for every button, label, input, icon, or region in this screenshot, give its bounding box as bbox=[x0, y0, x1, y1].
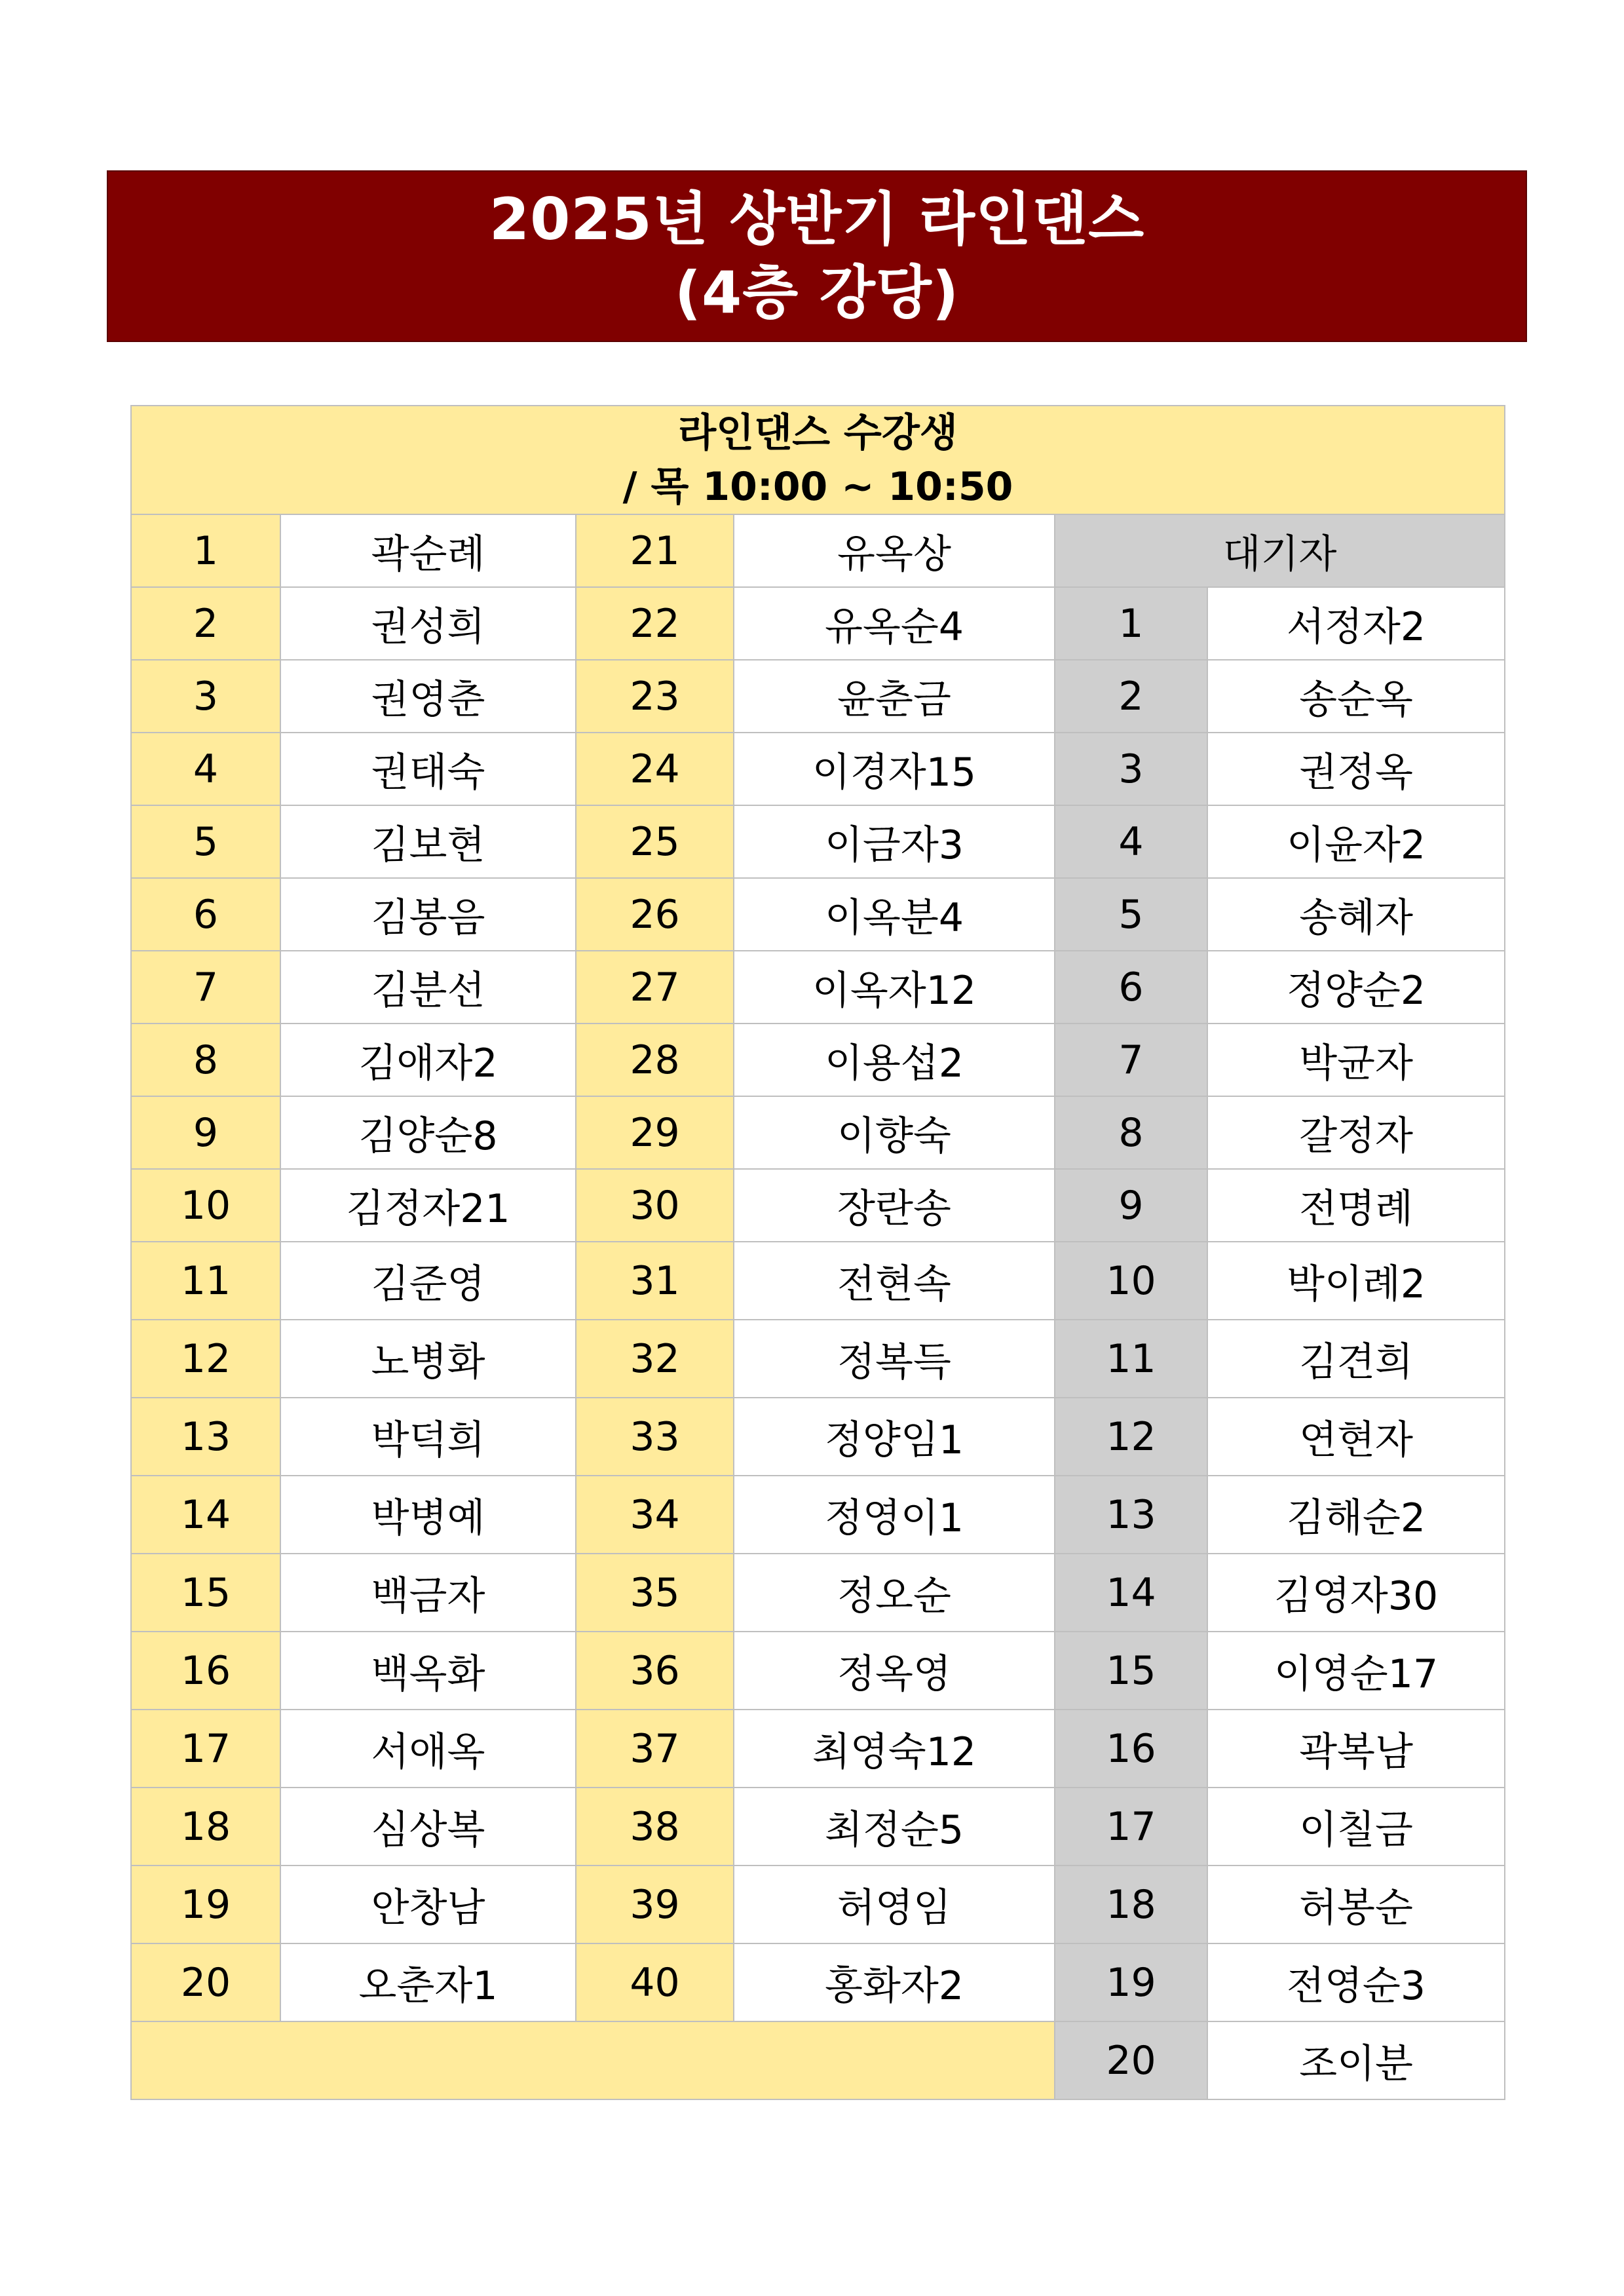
waitlist-number: 16 bbox=[1055, 1710, 1207, 1788]
waitlist-name: 곽복남 bbox=[1207, 1710, 1505, 1788]
student-name: 김양순8 bbox=[280, 1096, 576, 1169]
waitlist-name: 송순옥 bbox=[1207, 660, 1505, 733]
waitlist-name: 전명례 bbox=[1207, 1169, 1505, 1242]
waitlist-name: 권정옥 bbox=[1207, 733, 1505, 805]
waitlist-number: 10 bbox=[1055, 1242, 1207, 1320]
student-number: 7 bbox=[131, 951, 280, 1024]
table-row bbox=[131, 951, 1505, 1024]
student-number: 12 bbox=[131, 1320, 280, 1398]
waitlist-number: 4 bbox=[1055, 805, 1207, 878]
waitlist-header: 대기자 bbox=[1055, 514, 1505, 587]
student-number: 38 bbox=[576, 1788, 734, 1866]
waitlist-name: 전영순3 bbox=[1207, 1943, 1505, 2021]
waitlist-number: 15 bbox=[1055, 1632, 1207, 1710]
waitlist-name: 정양순2 bbox=[1207, 951, 1505, 1024]
student-name: 이경자15 bbox=[734, 733, 1055, 805]
student-name: 백금자 bbox=[280, 1554, 576, 1632]
student-number: 37 bbox=[576, 1710, 734, 1788]
student-name: 이향숙 bbox=[734, 1096, 1055, 1169]
student-number: 29 bbox=[576, 1096, 734, 1169]
student-name: 권태숙 bbox=[280, 733, 576, 805]
student-number: 2 bbox=[131, 587, 280, 660]
page-subtitle-location: (4층 강당) bbox=[674, 259, 960, 326]
student-number: 8 bbox=[131, 1024, 280, 1096]
student-number: 32 bbox=[576, 1320, 734, 1398]
student-number: 1 bbox=[131, 514, 280, 587]
student-number: 22 bbox=[576, 587, 734, 660]
student-name: 김분선 bbox=[280, 951, 576, 1024]
empty-cell bbox=[131, 2021, 1055, 2099]
student-number: 3 bbox=[131, 660, 280, 733]
student-name: 장란송 bbox=[734, 1169, 1055, 1242]
student-number: 18 bbox=[131, 1788, 280, 1866]
waitlist-name: 이영순17 bbox=[1207, 1632, 1505, 1710]
student-number: 6 bbox=[131, 878, 280, 951]
student-number: 9 bbox=[131, 1096, 280, 1169]
student-name: 유옥상 bbox=[734, 514, 1055, 587]
student-name: 정옥영 bbox=[734, 1632, 1055, 1710]
student-name: 서애옥 bbox=[280, 1710, 576, 1788]
student-number: 13 bbox=[131, 1398, 280, 1476]
student-name: 백옥화 bbox=[280, 1632, 576, 1710]
waitlist-name: 박균자 bbox=[1207, 1024, 1505, 1096]
table-header bbox=[131, 406, 1505, 514]
waitlist-name: 김영자30 bbox=[1207, 1554, 1505, 1632]
student-number: 10 bbox=[131, 1169, 280, 1242]
waitlist-name: 박이례2 bbox=[1207, 1242, 1505, 1320]
student-number: 30 bbox=[576, 1169, 734, 1242]
student-name: 권영춘 bbox=[280, 660, 576, 733]
student-number: 11 bbox=[131, 1242, 280, 1320]
student-name: 김봉음 bbox=[280, 878, 576, 951]
student-name: 최영숙12 bbox=[734, 1710, 1055, 1788]
table-row bbox=[131, 1169, 1505, 1242]
student-name: 정복득 bbox=[734, 1320, 1055, 1398]
waitlist-name: 갈정자 bbox=[1207, 1096, 1505, 1169]
waitlist-name: 이칠금 bbox=[1207, 1788, 1505, 1866]
table-row bbox=[131, 1632, 1505, 1710]
student-number: 34 bbox=[576, 1476, 734, 1554]
table-row bbox=[131, 1710, 1505, 1788]
student-name: 곽순례 bbox=[280, 514, 576, 587]
waitlist-number: 3 bbox=[1055, 733, 1207, 805]
table-row bbox=[131, 1943, 1505, 2021]
student-name: 허영임 bbox=[734, 1866, 1055, 1943]
page-title: 2025년 상반기 라인댄스 bbox=[489, 185, 1145, 253]
student-number: 28 bbox=[576, 1024, 734, 1096]
waitlist-number: 18 bbox=[1055, 1866, 1207, 1943]
waitlist-number: 9 bbox=[1055, 1169, 1207, 1242]
student-number: 31 bbox=[576, 1242, 734, 1320]
student-number: 17 bbox=[131, 1710, 280, 1788]
student-number: 33 bbox=[576, 1398, 734, 1476]
student-name: 김애자2 bbox=[280, 1024, 576, 1096]
waitlist-name: 서정자2 bbox=[1207, 587, 1505, 660]
student-name: 오춘자1 bbox=[280, 1943, 576, 2021]
student-name: 박덕희 bbox=[280, 1398, 576, 1476]
waitlist-number: 1 bbox=[1055, 587, 1207, 660]
waitlist-number: 14 bbox=[1055, 1554, 1207, 1632]
waitlist-number: 5 bbox=[1055, 878, 1207, 951]
page-title-banner bbox=[107, 170, 1527, 342]
student-name: 윤춘금 bbox=[734, 660, 1055, 733]
table-row bbox=[131, 514, 1505, 587]
student-number: 16 bbox=[131, 1632, 280, 1710]
waitlist-number: 19 bbox=[1055, 1943, 1207, 2021]
waitlist-number: 6 bbox=[1055, 951, 1207, 1024]
student-name: 심상복 bbox=[280, 1788, 576, 1866]
waitlist-number: 7 bbox=[1055, 1024, 1207, 1096]
student-number: 4 bbox=[131, 733, 280, 805]
waitlist-name: 조이분 bbox=[1207, 2021, 1505, 2099]
table-row bbox=[131, 1788, 1505, 1866]
roster-body bbox=[131, 406, 1505, 2099]
class-title: 라인댄스 수강생 bbox=[678, 410, 958, 456]
waitlist-number: 2 bbox=[1055, 660, 1207, 733]
table-row bbox=[131, 1320, 1505, 1398]
student-name: 최정순5 bbox=[734, 1788, 1055, 1866]
student-number: 21 bbox=[576, 514, 734, 587]
waitlist-name: 허봉순 bbox=[1207, 1866, 1505, 1943]
student-number: 25 bbox=[576, 805, 734, 878]
student-number: 35 bbox=[576, 1554, 734, 1632]
student-number: 23 bbox=[576, 660, 734, 733]
student-number: 20 bbox=[131, 1943, 280, 2021]
student-name: 이금자3 bbox=[734, 805, 1055, 878]
student-number: 39 bbox=[576, 1866, 734, 1943]
table-row bbox=[131, 2021, 1505, 2099]
student-name: 권성희 bbox=[280, 587, 576, 660]
student-number: 15 bbox=[131, 1554, 280, 1632]
student-number: 36 bbox=[576, 1632, 734, 1710]
student-number: 5 bbox=[131, 805, 280, 878]
student-number: 24 bbox=[576, 733, 734, 805]
table-row bbox=[131, 1398, 1505, 1476]
table-row bbox=[131, 1024, 1505, 1096]
student-name: 안창남 bbox=[280, 1866, 576, 1943]
student-name: 김보현 bbox=[280, 805, 576, 878]
waitlist-name: 김견희 bbox=[1207, 1320, 1505, 1398]
table-row bbox=[131, 660, 1505, 733]
table-row bbox=[131, 878, 1505, 951]
waitlist-number: 12 bbox=[1055, 1398, 1207, 1476]
table-row bbox=[131, 805, 1505, 878]
student-name: 김준영 bbox=[280, 1242, 576, 1320]
student-number: 19 bbox=[131, 1866, 280, 1943]
student-number: 27 bbox=[576, 951, 734, 1024]
waitlist-name: 연현자 bbox=[1207, 1398, 1505, 1476]
waitlist-name: 송혜자 bbox=[1207, 878, 1505, 951]
waitlist-number: 13 bbox=[1055, 1476, 1207, 1554]
student-name: 정양임1 bbox=[734, 1398, 1055, 1476]
roster-table bbox=[130, 405, 1505, 2100]
student-number: 14 bbox=[131, 1476, 280, 1554]
student-name: 전현속 bbox=[734, 1242, 1055, 1320]
student-name: 이용섭2 bbox=[734, 1024, 1055, 1096]
waitlist-number: 8 bbox=[1055, 1096, 1207, 1169]
table-row bbox=[131, 1554, 1505, 1632]
table-row bbox=[131, 1476, 1505, 1554]
student-name: 김정자21 bbox=[280, 1169, 576, 1242]
table-row bbox=[131, 1866, 1505, 1943]
student-name: 홍화자2 bbox=[734, 1943, 1055, 2021]
student-number: 40 bbox=[576, 1943, 734, 2021]
table-row bbox=[131, 733, 1505, 805]
class-schedule: / 목 10:00 ~ 10:50 bbox=[622, 464, 1013, 510]
student-name: 정영이1 bbox=[734, 1476, 1055, 1554]
waitlist-name: 김해순2 bbox=[1207, 1476, 1505, 1554]
table-header-row bbox=[131, 406, 1505, 514]
waitlist-number: 11 bbox=[1055, 1320, 1207, 1398]
student-name: 노병화 bbox=[280, 1320, 576, 1398]
student-name: 이옥분4 bbox=[734, 878, 1055, 951]
table-row bbox=[131, 1242, 1505, 1320]
student-name: 정오순 bbox=[734, 1554, 1055, 1632]
table-row bbox=[131, 587, 1505, 660]
student-name: 박병예 bbox=[280, 1476, 576, 1554]
student-name: 유옥순4 bbox=[734, 587, 1055, 660]
table-row bbox=[131, 1096, 1505, 1169]
student-number: 26 bbox=[576, 878, 734, 951]
waitlist-number: 17 bbox=[1055, 1788, 1207, 1866]
waitlist-number: 20 bbox=[1055, 2021, 1207, 2099]
student-name: 이옥자12 bbox=[734, 951, 1055, 1024]
waitlist-name: 이윤자2 bbox=[1207, 805, 1505, 878]
